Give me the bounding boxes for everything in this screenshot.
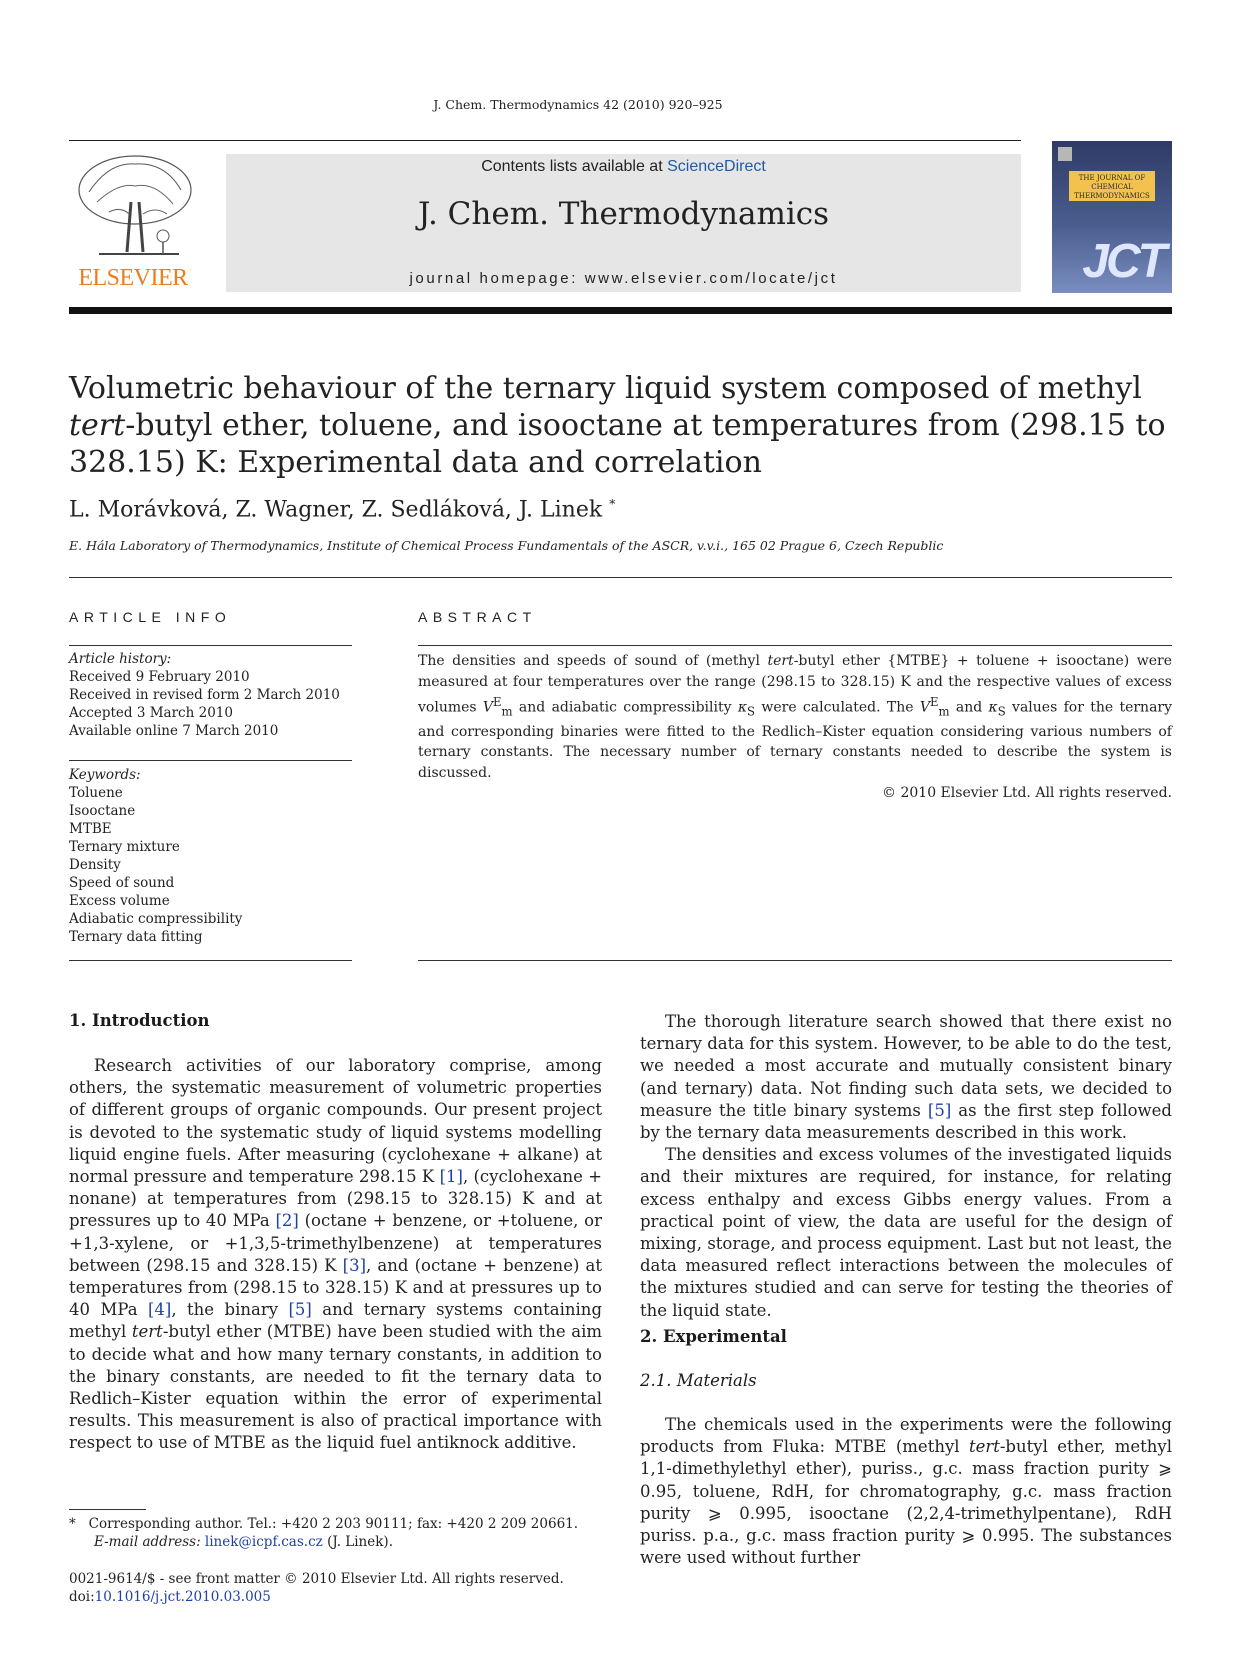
journal-homepage[interactable]: journal homepage: www.elsevier.com/locate/jct: [409, 270, 838, 287]
experimental-heading: 2. Experimental: [640, 1327, 787, 1346]
ref-link[interactable]: [5]: [288, 1300, 312, 1320]
abstract-rule: [418, 645, 1172, 646]
info-rule: [69, 960, 352, 961]
email-link[interactable]: linek@icpf.cas.cz: [204, 1534, 323, 1550]
header-thick-rule: [69, 307, 1172, 314]
history-item: Received 9 February 2010: [69, 669, 250, 685]
keyword: Toluene: [69, 785, 123, 801]
keywords: [69, 766, 242, 946]
footnote-rule: [69, 1509, 146, 1510]
keyword: Isooctane: [69, 803, 136, 819]
elsevier-wordmark: ELSEVIER: [78, 265, 188, 291]
ref-link[interactable]: [5]: [927, 1100, 952, 1120]
ref-link[interactable]: [1]: [439, 1167, 463, 1187]
sciencedirect-link[interactable]: ScienceDirect: [667, 158, 766, 175]
ref-link[interactable]: [2]: [275, 1211, 299, 1231]
intro-paragraph: Research activities of our laboratory comprise, among others, the systematic measurement of volumetric properties of different groups of organic compounds. Our present project is devoted to the systematic study of liquid systems modelling liquid engine fuels. After measuring (cyclohexane + alkane) at normal pressure and temperature 298.15 K [1], (cyclohexane + nonane) at temperatures from (298.15 to 328.15) K and at pressures up to 40 MPa [2] (octane + benzene, or +toluene, or +1,3-xylene, or +1,3,5-trimethylbenzene) at temperatures between (298.15 and 328.15) K [3], and (octane + benzene) at temperatures from (298.15 to 328.15) K and at pressures up to 40 MPa [4], the binary [5] and ternary systems containing methyl tert-butyl ether (MTBE) have been studied with the aim to decide what and how many ternary constants, in addition to the binary constants, are needed to fit the ternary data to Redlich–Kister equation within the error of experimental results. This measurement is also of practical importance with respect to use of MTBE as the liquid fuel antiknock additive.: [69, 1056, 603, 1453]
journal-citation: J. Chem. Thermodynamics 42 (2010) 920–925: [433, 97, 723, 112]
article-history: [69, 650, 340, 740]
journal-name: J. Chem. Thermodynamics: [417, 196, 830, 232]
abstract-heading: ABSTRACT: [418, 609, 537, 625]
affiliation: E. Hála Laboratory of Thermodynamics, Institute of Chemical Process Fundamentals of the ASCR, v.v.i., 165 02 Prague 6, Czech Republic: [69, 538, 944, 553]
journal-header-box: [226, 154, 1021, 292]
info-rule: [69, 760, 352, 761]
journal-cover[interactable]: [1052, 141, 1172, 293]
article-title: Volumetric behaviour of the ternary liquid system composed of methyl tert-butyl ether, toluene, and isooctane at temperatures from (298.15 to 328.15) K: Experimental data and correlation: [69, 371, 1166, 480]
publisher-mark-icon: [1058, 147, 1072, 161]
materials-paragraph: The chemicals used in the experiments were the following products from Fluka: MTBE (methyl tert-butyl ether, methyl 1,1-dimethylethyl ether), puriss., g.c. mass fraction purity ⩾ 0.95, toluene, RdH, for chromatography, g.c. mass fraction purity ⩾ 0.995, isooctane (2,2,4-trimethylpentane), RdH puriss. p.a., g.c. mass fraction purity ⩾ 0.995. The substances were used without further: [640, 1415, 1172, 1568]
cover-title: THE JOURNAL OF CHEMICAL THERMODYNAMICS: [1069, 171, 1155, 201]
elsevier-logo[interactable]: [69, 152, 197, 292]
history-label: Article history:: [69, 651, 172, 667]
keyword: Density: [69, 857, 121, 873]
info-rule: [69, 645, 352, 646]
cover-letters: JCT: [1082, 235, 1164, 288]
keyword: Excess volume: [69, 893, 170, 909]
contents-line: [226, 154, 1021, 180]
intro-continued: The thorough literature search showed that there exist no ternary data for this system. However, to be able to do the test, we needed a most accurate and mutually consistent binary (and ternary) data. Not finding such data sets, we decided to measure the title binary systems [5] as the first step followed by the ternary data measurements described in this work. The densities and excess volumes of the investigated liquids and their mixtures are required, for instance, for relating excess enthalpy and excess Gibbs energy values. From a practical point of view, the data are useful for the design of mixing, storage, and process equipment. Last but not least, the data measured reflect interactions between the molecules of the mixtures studied and can serve for testing the theories of the liquid state.: [640, 1012, 1173, 1320]
keyword: Adiabatic compressibility: [69, 911, 243, 927]
abstract-copyright: © 2010 Elsevier Ltd. All rights reserved.: [882, 785, 1172, 802]
authors: L. Morávková, Z. Wagner, Z. Sedláková, J. Linek *: [69, 497, 616, 523]
abstract-text: The densities and speeds of sound of (methyl tert-butyl ether {MTBE} + toluene + isooctane) were measured at four temperatures over the range (298.15 to 328.15) K and the respective values of excess volumes $V^E_m$ and adiabatic compressibility $\kappa_S$ were calculated. The $V^E_m$ and $\kappa_S$ values for the ternary and corresponding binaries were fitted to the Redlich–Kister equation considering various numbers of ternary constants. The necessary number of ternary constants needed to describe the system is discussed. © 2010 Elsevier Ltd. All rights reserved.: [418, 651, 1172, 804]
header-rule: [69, 140, 1021, 141]
keyword: Ternary data fitting: [69, 929, 203, 945]
tree-icon: [69, 152, 197, 262]
ref-link[interactable]: [4]: [147, 1300, 172, 1320]
title-rule: [69, 577, 1172, 578]
ref-link[interactable]: [3]: [342, 1255, 367, 1275]
history-item: Received in revised form 2 March 2010: [69, 687, 340, 703]
keyword: Speed of sound: [69, 875, 175, 891]
corresponding-author-mark[interactable]: *: [609, 497, 616, 511]
front-matter: 0021-9614/$ - see front matter © 2010 Elsevier Ltd. All rights reserved. doi:10.1016/j.jct.2010.03.005: [69, 1571, 564, 1605]
keyword: MTBE: [69, 821, 112, 837]
materials-heading: 2.1. Materials: [640, 1371, 757, 1390]
intro-heading: 1. Introduction: [69, 1011, 210, 1030]
doi-link[interactable]: 10.1016/j.jct.2010.03.005: [94, 1589, 271, 1605]
article-info-heading: ARTICLE INFO: [69, 609, 232, 625]
history-item: Available online 7 March 2010: [69, 723, 279, 739]
abstract-rule: [418, 960, 1172, 961]
history-item: Accepted 3 March 2010: [69, 705, 233, 721]
contents-prefix: Contents lists available at: [481, 158, 663, 175]
footnote: * Corresponding author. Tel.: +420 2 203 90111; fax: +420 2 209 20661. E-mail address: linek@icpf.cas.cz (J. Linek).: [69, 1516, 579, 1550]
keyword: Ternary mixture: [69, 839, 180, 855]
keywords-label: Keywords:: [69, 767, 141, 783]
